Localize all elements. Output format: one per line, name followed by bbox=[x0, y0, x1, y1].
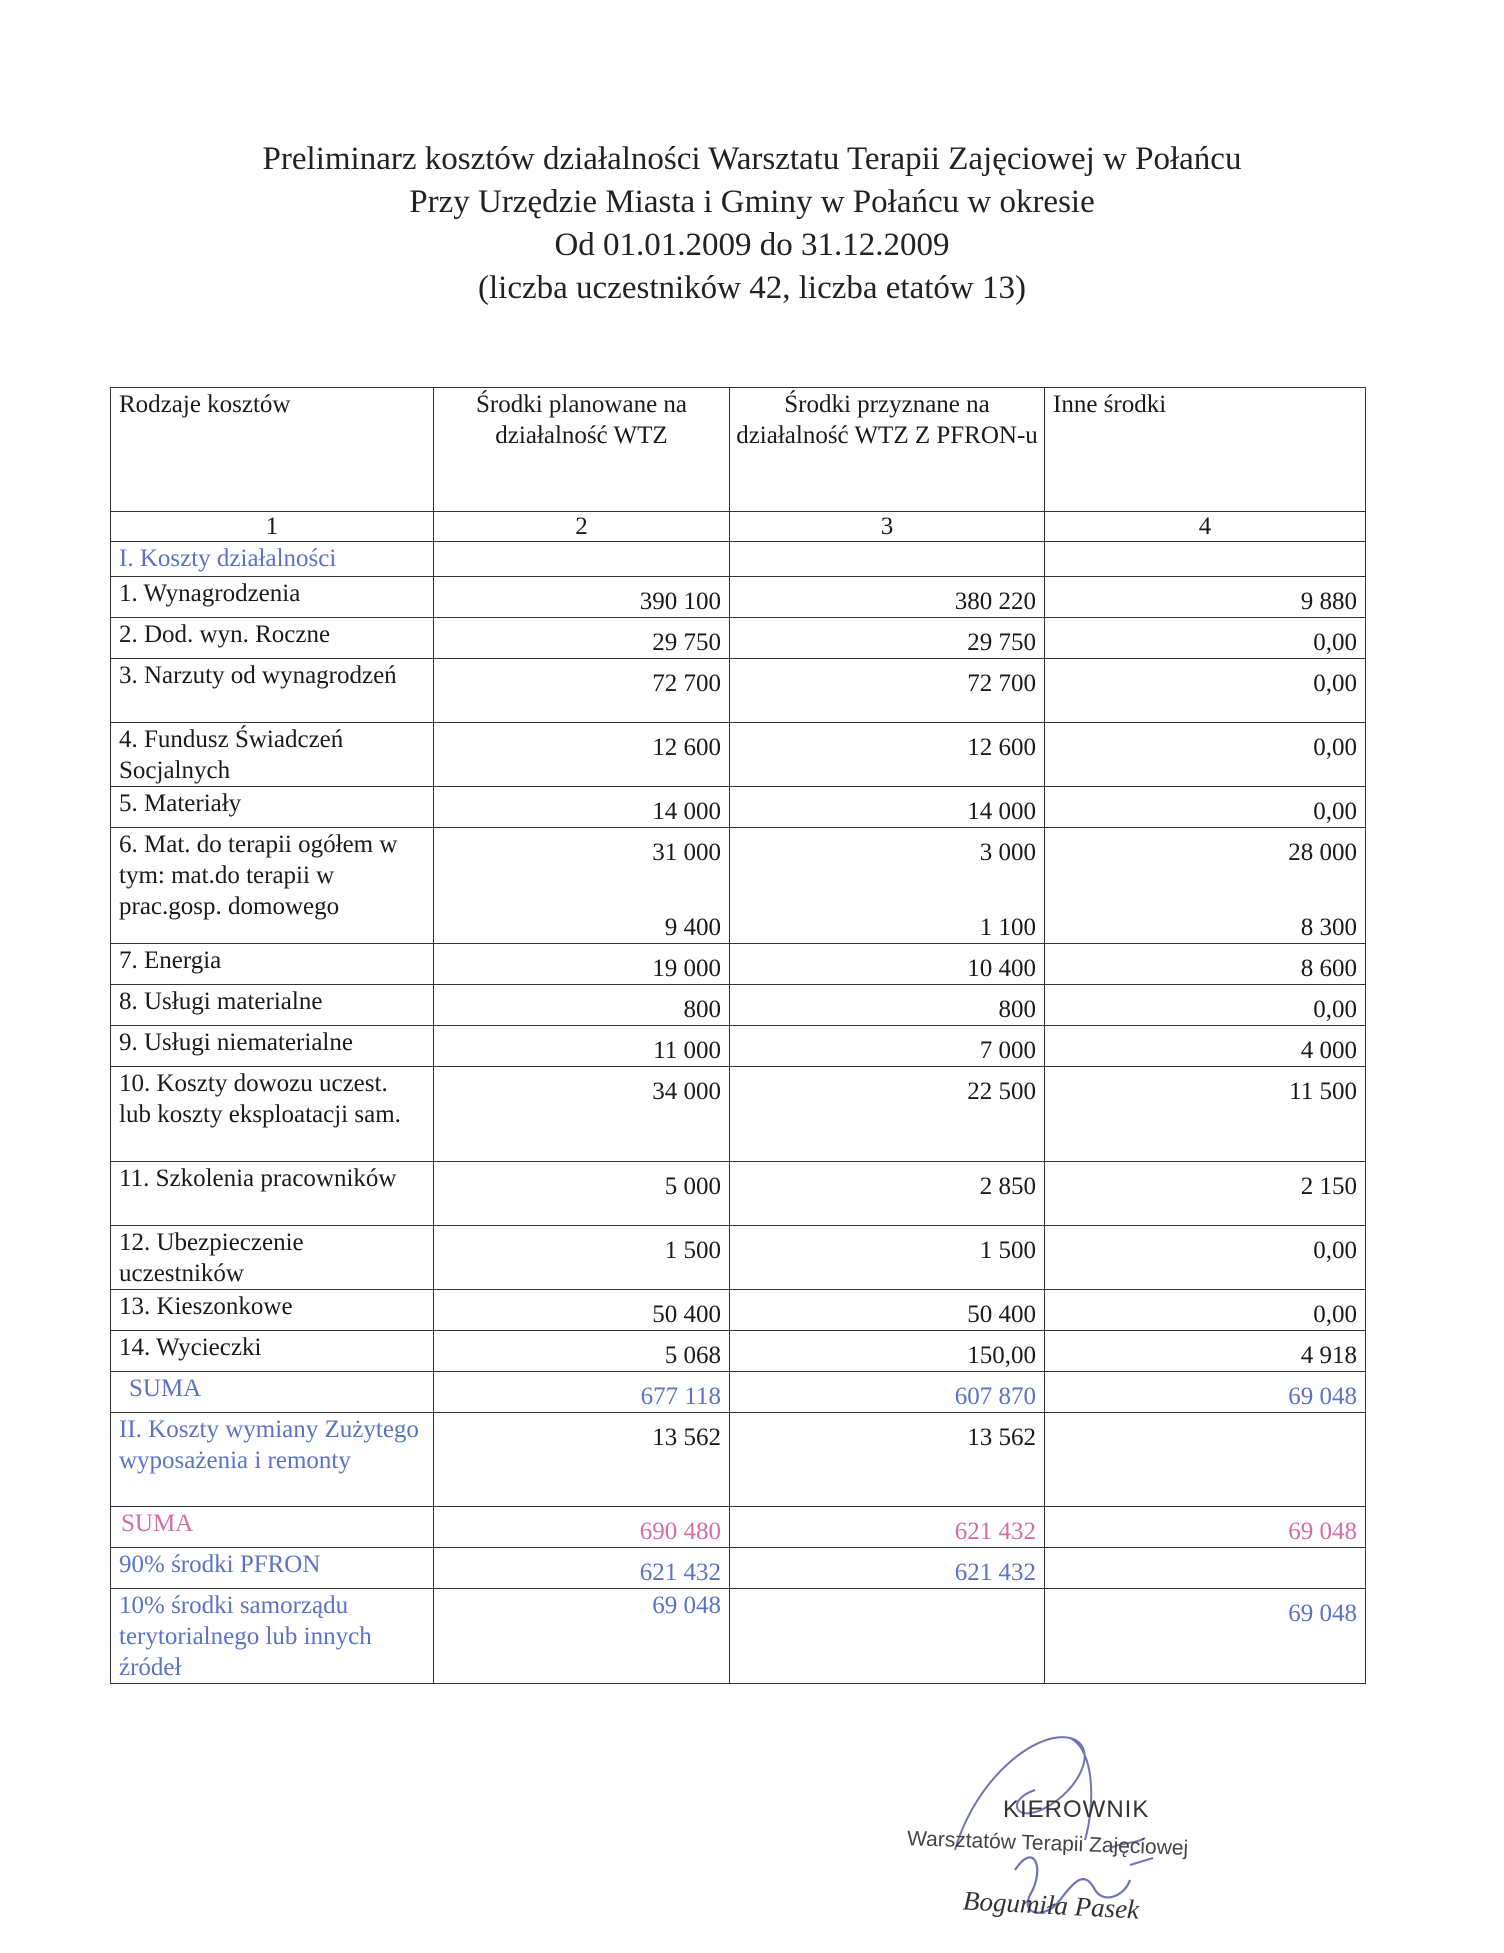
sum-planned: 690 480 bbox=[639, 1518, 721, 1545]
local-other: 69 048 bbox=[1288, 1600, 1357, 1627]
column-number: 2 bbox=[434, 512, 730, 542]
row-label: 3. Narzuty od wynagrodzeń bbox=[111, 659, 434, 723]
granted-value: 14 000 bbox=[967, 798, 1036, 825]
planned-value: 5 000 bbox=[664, 1173, 721, 1200]
row-label: 1. Wynagrodzenia bbox=[111, 577, 434, 618]
table-row bbox=[111, 618, 1366, 659]
other-value: 0,00 bbox=[1313, 629, 1357, 656]
document-title bbox=[0, 138, 1504, 310]
section-2-label: II. Koszty wymiany Zużytego wyposażenia i remonty bbox=[111, 1413, 434, 1507]
local-planned: 69 048 bbox=[652, 1592, 721, 1619]
empty-cell bbox=[730, 542, 1045, 577]
header-granted: Środki przyznane na działalność WTZ Z PFRON-u bbox=[730, 388, 1045, 512]
column-number: 3 bbox=[730, 512, 1045, 542]
row-label: 2. Dod. wyn. Roczne bbox=[111, 618, 434, 659]
other-value: 0,00 bbox=[1313, 670, 1357, 697]
granted-value: 2 850 bbox=[979, 1173, 1036, 1200]
table-row bbox=[111, 1226, 1366, 1290]
empty-cell bbox=[1045, 1413, 1366, 1507]
planned-value: 14 000 bbox=[652, 798, 721, 825]
other-value: 0,00 bbox=[1313, 1301, 1357, 1328]
other-value: 0,00 bbox=[1313, 798, 1357, 825]
sum-other: 69 048 bbox=[1288, 1383, 1357, 1410]
signature-stamp bbox=[895, 1720, 1295, 1950]
title-line-2: Przy Urzędzie Miasta i Gminy w Połańcu w okresie bbox=[409, 184, 1095, 220]
table-row bbox=[111, 944, 1366, 985]
other-value: 2 150 bbox=[1300, 1173, 1357, 1200]
cost-table bbox=[110, 387, 1366, 1684]
row-label: 12. Ubezpieczenie uczestników bbox=[111, 1226, 434, 1290]
planned-value: 5 068 bbox=[664, 1342, 721, 1369]
empty-cell bbox=[1045, 542, 1366, 577]
local-funds-label: 10% środki samorządu terytorialnego lub innych źródeł bbox=[111, 1589, 434, 1684]
row-label: 13. Kieszonkowe bbox=[111, 1290, 434, 1331]
granted-value: 800 bbox=[998, 996, 1036, 1023]
section-2-row bbox=[111, 1413, 1366, 1507]
row-label: 9. Usługi niematerialne bbox=[111, 1026, 434, 1067]
row-label: 10. Koszty dowozu uczest. lub koszty eksploatacji sam. bbox=[111, 1067, 434, 1162]
granted-value: 22 500 bbox=[967, 1078, 1036, 1105]
planned-value: 12 600 bbox=[652, 734, 721, 761]
sum-granted: 621 432 bbox=[954, 1518, 1036, 1545]
empty-cell bbox=[730, 1589, 1045, 1684]
other-value: 11 500 bbox=[1289, 1078, 1357, 1105]
section-2-planned: 13 562 bbox=[652, 1424, 721, 1451]
other-value: 0,00 bbox=[1313, 996, 1357, 1023]
empty-cell bbox=[1045, 1548, 1366, 1589]
planned-value: 31 000 bbox=[652, 839, 721, 866]
header-other: Inne środki bbox=[1045, 388, 1366, 512]
granted-value: 10 400 bbox=[967, 955, 1036, 982]
table-row bbox=[111, 1026, 1366, 1067]
table-row bbox=[111, 1331, 1366, 1372]
granted-value: 3 000 bbox=[979, 839, 1036, 866]
header-planned: Środki planowane na działalność WTZ bbox=[434, 388, 730, 512]
granted-value: 7 000 bbox=[979, 1037, 1036, 1064]
sum-planned: 677 118 bbox=[640, 1383, 721, 1410]
table-row bbox=[111, 985, 1366, 1026]
granted-value: 380 220 bbox=[954, 588, 1036, 615]
planned-value: 72 700 bbox=[652, 670, 721, 697]
granted-value: 29 750 bbox=[967, 629, 1036, 656]
column-number-row bbox=[111, 512, 1366, 542]
sum-other: 69 048 bbox=[1288, 1518, 1357, 1545]
table-row bbox=[111, 723, 1366, 787]
row-label: 11. Szkolenia pracowników bbox=[111, 1162, 434, 1226]
sum-row-2 bbox=[111, 1507, 1366, 1548]
other-value: 4 000 bbox=[1300, 1037, 1357, 1064]
granted-value: 150,00 bbox=[967, 1342, 1036, 1369]
granted-value: 50 400 bbox=[967, 1301, 1036, 1328]
other-subvalue: 8 300 bbox=[1300, 914, 1357, 941]
sum-label: SUMA bbox=[111, 1372, 434, 1413]
planned-value: 1 500 bbox=[664, 1237, 721, 1264]
table-row bbox=[111, 659, 1366, 723]
local-funds-row bbox=[111, 1589, 1366, 1684]
table-row bbox=[111, 577, 1366, 618]
row-label: 7. Energia bbox=[111, 944, 434, 985]
header-cost-types: Rodzaje kosztów bbox=[111, 388, 434, 512]
table-row bbox=[111, 1162, 1366, 1226]
planned-value: 19 000 bbox=[652, 955, 721, 982]
granted-value: 12 600 bbox=[967, 734, 1036, 761]
table-row bbox=[111, 787, 1366, 828]
empty-cell bbox=[434, 542, 730, 577]
sum-granted: 607 870 bbox=[954, 1383, 1036, 1410]
table-row bbox=[111, 1290, 1366, 1331]
row-label: 5. Materiały bbox=[111, 787, 434, 828]
signature-role: KIEROWNIK bbox=[1003, 1796, 1150, 1823]
pfron-granted: 621 432 bbox=[954, 1559, 1036, 1586]
pfron-label: 90% środki PFRON bbox=[111, 1548, 434, 1589]
section-title: I. Koszty działalności bbox=[111, 542, 434, 577]
planned-value: 800 bbox=[683, 996, 721, 1023]
other-value: 0,00 bbox=[1313, 734, 1357, 761]
sum-row-1 bbox=[111, 1372, 1366, 1413]
table-row bbox=[111, 1067, 1366, 1162]
planned-value: 50 400 bbox=[652, 1301, 721, 1328]
signature-unit: Warsztatów Terapii Zajęciowej bbox=[906, 1827, 1189, 1860]
title-line-1: Preliminarz kosztów działalności Warsztatu Terapii Zajęciowej w Połańcu bbox=[262, 141, 1242, 177]
other-value: 0,00 bbox=[1313, 1237, 1357, 1264]
title-line-3: Od 01.01.2009 do 31.12.2009 bbox=[554, 227, 950, 263]
pfron-row bbox=[111, 1548, 1366, 1589]
title-line-4: (liczba uczestników 42, liczba etatów 13) bbox=[478, 270, 1026, 306]
section-row bbox=[111, 542, 1366, 577]
row-label: 6. Mat. do terapii ogółem w tym: mat.do terapii w prac.gosp. domowego bbox=[111, 828, 434, 944]
row-label: 8. Usługi materialne bbox=[111, 985, 434, 1026]
column-number: 4 bbox=[1045, 512, 1366, 542]
table-header-row bbox=[111, 388, 1366, 512]
section-2-granted: 13 562 bbox=[967, 1424, 1036, 1451]
granted-value: 1 500 bbox=[979, 1237, 1036, 1264]
table-row bbox=[111, 828, 1366, 944]
signature-name: Bogumiła Pasek bbox=[962, 1885, 1140, 1925]
granted-subvalue: 1 100 bbox=[979, 914, 1036, 941]
row-label: 4. Fundusz Świadczeń Socjalnych bbox=[111, 723, 434, 787]
row-label: 14. Wycieczki bbox=[111, 1331, 434, 1372]
other-value: 9 880 bbox=[1300, 588, 1357, 615]
planned-value: 390 100 bbox=[639, 588, 721, 615]
other-value: 8 600 bbox=[1300, 955, 1357, 982]
pfron-planned: 621 432 bbox=[639, 1559, 721, 1586]
granted-value: 72 700 bbox=[967, 670, 1036, 697]
sum-label: SUMA bbox=[111, 1507, 434, 1548]
planned-subvalue: 9 400 bbox=[664, 914, 721, 941]
planned-value: 11 000 bbox=[653, 1037, 721, 1064]
column-number: 1 bbox=[111, 512, 434, 542]
planned-value: 29 750 bbox=[652, 629, 721, 656]
planned-value: 34 000 bbox=[652, 1078, 721, 1105]
other-value: 28 000 bbox=[1288, 839, 1357, 866]
other-value: 4 918 bbox=[1300, 1342, 1357, 1369]
